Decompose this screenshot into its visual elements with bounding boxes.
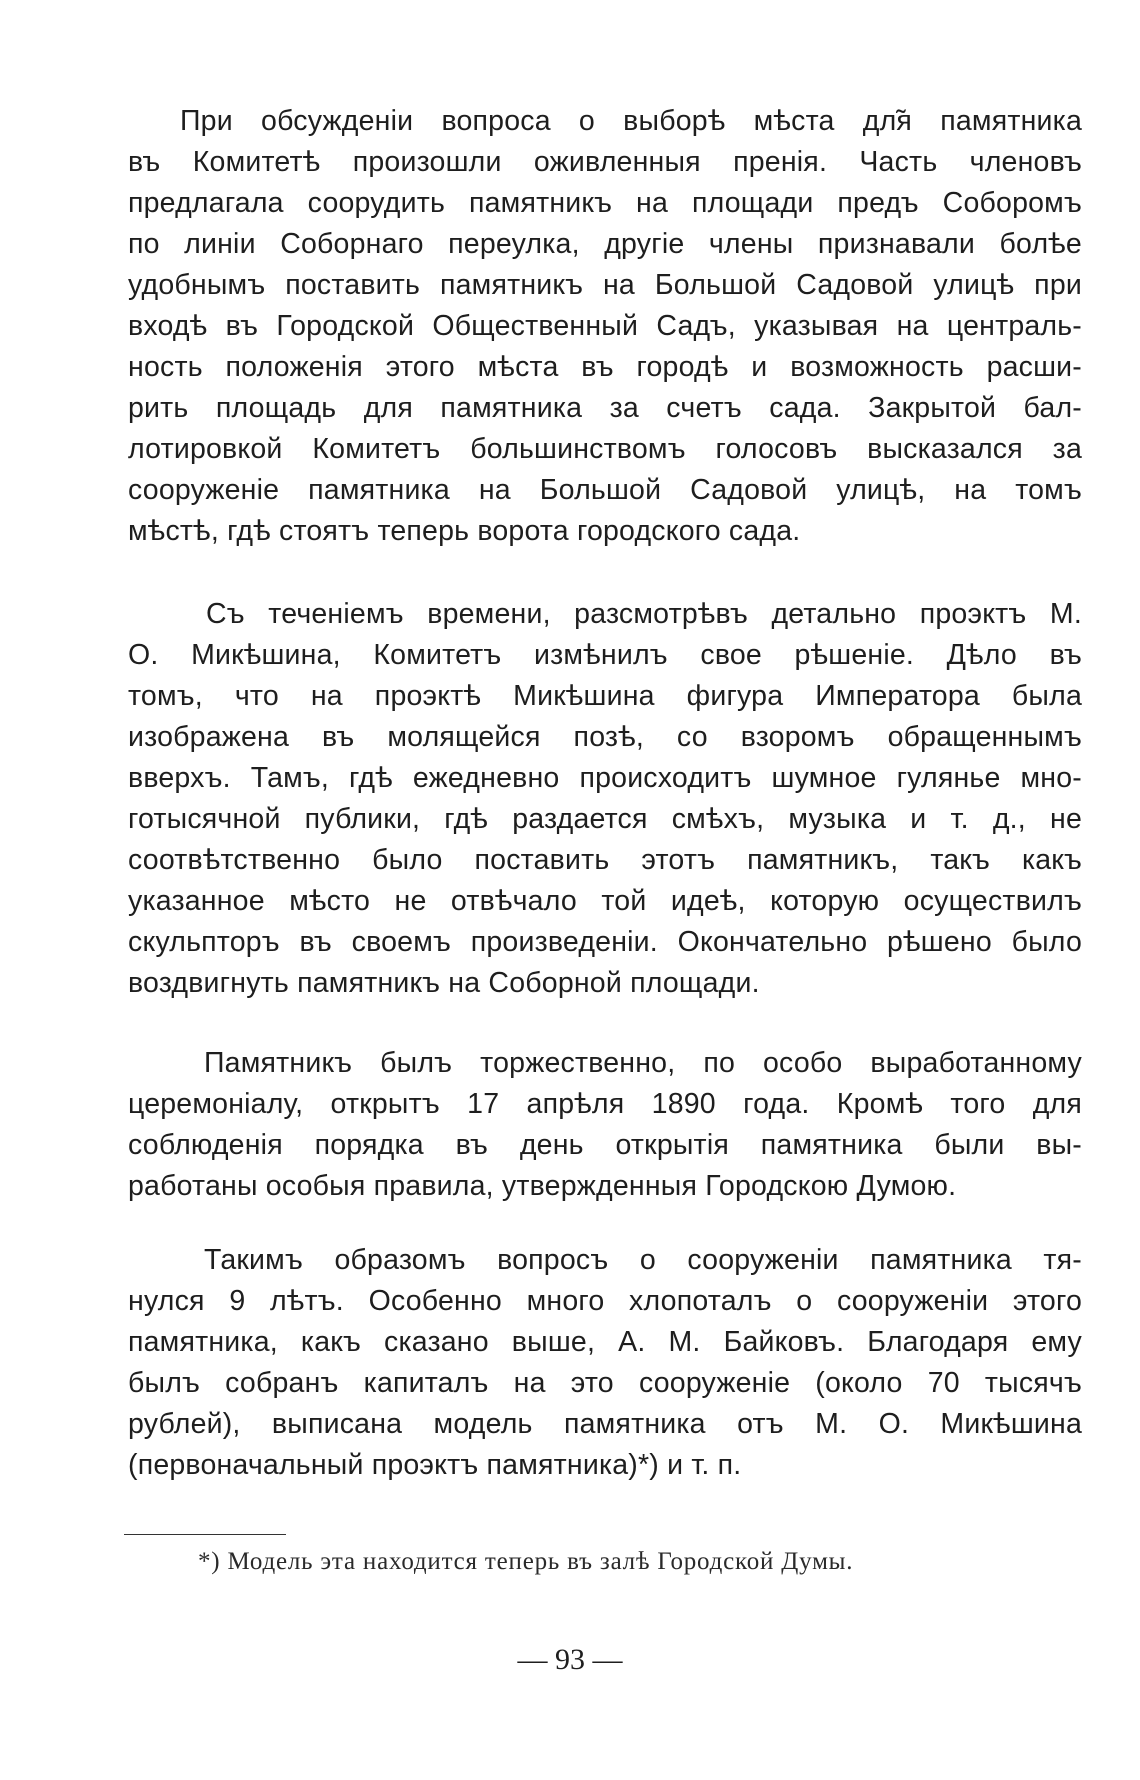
- text-line: соблюденія порядка въ день открытія памятника были вы-: [128, 1129, 1082, 1161]
- text-line: указанное мѣсто не отвѣчало той идеѣ, которую осуществилъ: [128, 885, 1082, 917]
- text-line: церемоніалу, открытъ 17 апрѣля 1890 года. Кромѣ того для: [128, 1088, 1082, 1120]
- paragraph-3: [128, 1043, 1082, 1207]
- text-line: томъ, что на проэктѣ Микѣшина фигура Императора была: [128, 680, 1082, 712]
- footnote-divider: [124, 1534, 286, 1535]
- text-line: Съ теченіемъ времени, разсмотрѣвъ детально проэктъ М.: [206, 598, 1082, 630]
- text-line: соотвѣтственно было поставить этотъ памятникъ, такъ какъ: [128, 844, 1082, 876]
- text-line: Памятникъ былъ торжественно, по особо выработанному: [204, 1047, 1082, 1079]
- text-line: нулся 9 лѣтъ. Особенно много хлопоталъ о сооруженіи этого: [128, 1285, 1082, 1317]
- text-line: скульпторъ въ своемъ произведеніи. Окончательно рѣшено было: [128, 926, 1082, 958]
- text-line: О. Микѣшина, Комитетъ измѣнилъ свое рѣшеніе. Дѣло въ: [128, 639, 1082, 671]
- text-line: рить площадь для памятника за счетъ сада. Закрытой бал-: [128, 392, 1082, 424]
- text-line: лотировкой Комитетъ большинствомъ голосовъ высказался за: [128, 433, 1082, 465]
- text-line: готысячной публики, гдѣ раздается смѣхъ, музыка и т. д., не: [128, 803, 1082, 835]
- text-line: воздвигнуть памятникъ на Соборной площади.: [128, 967, 760, 999]
- text-line: ность положенія этого мѣста въ городѣ и возможность расши-: [128, 351, 1082, 383]
- text-line: мѣстѣ, гдѣ стоятъ теперь ворота городского сада.: [128, 515, 801, 547]
- text-line: предлагала соорудить памятникъ на площади предъ Соборомъ: [128, 187, 1082, 219]
- text-line: удобнымъ поставить памятникъ на Большой Садовой улицѣ при: [128, 269, 1082, 301]
- text-line: вверхъ. Тамъ, гдѣ ежедневно происходитъ шумное гулянье мно-: [128, 762, 1082, 794]
- text-line: былъ собранъ капиталъ на это сооруженіе (около 70 тысячъ: [128, 1367, 1082, 1399]
- text-line: памятника, какъ сказано выше, А. М. Байковъ. Благодаря ему: [128, 1326, 1082, 1358]
- text-line: входѣ въ Городской Общественный Садъ, указывая на централь-: [128, 310, 1082, 342]
- text-line: сооруженіе памятника на Большой Садовой улицѣ, на томъ: [128, 474, 1082, 506]
- paragraph-4: [128, 1240, 1082, 1486]
- paragraph-2: [128, 594, 1082, 1004]
- text-line: Такимъ образомъ вопросъ о сооруженіи памятника тя-: [204, 1244, 1082, 1276]
- page-number: — 93 —: [517, 1643, 623, 1676]
- text-line: въ Комитетѣ произошли оживленныя пренія. Часть членовъ: [128, 146, 1082, 178]
- text-line: рублей), выписана модель памятника отъ М. О. Микѣшина: [128, 1408, 1082, 1440]
- text-line: При обсужденіи вопроса о выборѣ мѣста дл̃я памятника: [180, 105, 1082, 137]
- text-line: работаны особыя правила, утвержденныя Городскою Думою.: [128, 1170, 957, 1202]
- text-line: по линіи Соборнаго переулка, другіе члены признавали болѣе: [128, 228, 1082, 260]
- text-line: изображена въ молящейся позѣ, со взоромъ обращеннымъ: [128, 721, 1082, 753]
- paragraph-1: [128, 101, 1082, 552]
- text-line: (первоначальный проэктъ памятника)*) и т. п.: [128, 1449, 742, 1481]
- footnote: *) Модель эта находится теперь въ залѣ Городской Думы.: [198, 1548, 854, 1575]
